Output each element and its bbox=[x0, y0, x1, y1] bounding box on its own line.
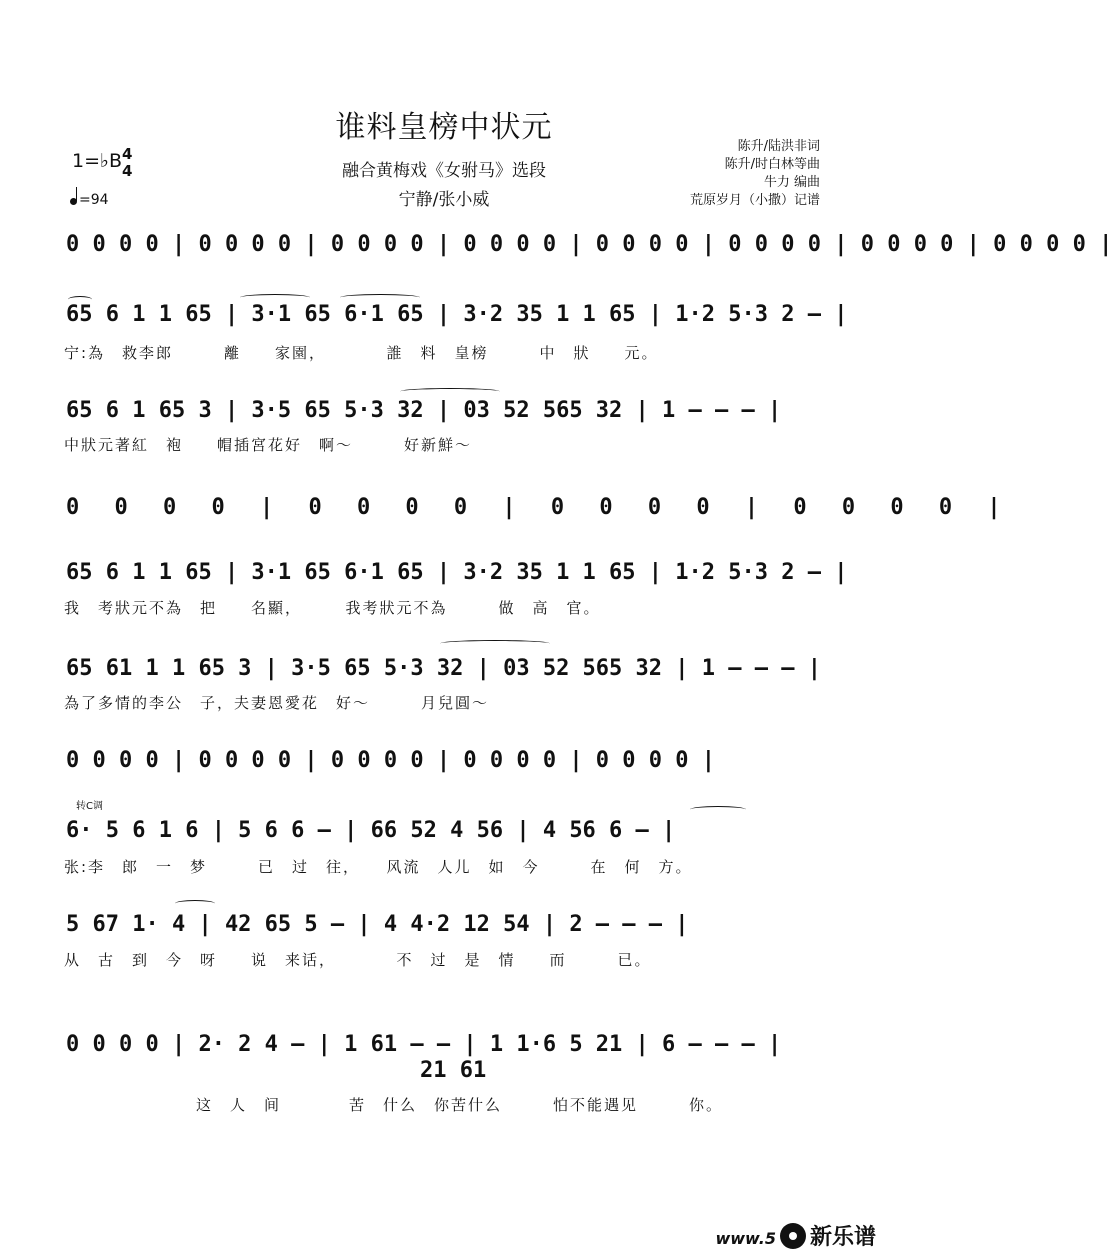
time-signature bbox=[122, 146, 132, 180]
record-disc-icon bbox=[780, 1223, 806, 1249]
credit-arranger: 牛力 编曲 bbox=[763, 175, 820, 190]
slur bbox=[400, 388, 500, 395]
system-7-notes: 0 0 0 0 | 0 0 0 0 | 0 0 0 0 | 0 0 0 0 | 0 0 0 0 | bbox=[66, 748, 716, 773]
time-top: 4 bbox=[122, 145, 133, 163]
site-watermark bbox=[715, 1218, 876, 1251]
tempo-value: =94 bbox=[79, 192, 109, 208]
system-6-lyrics: 為了多情的李公 子，夫妻恩愛花 好～ 月兒圓～ bbox=[64, 694, 490, 712]
system-9-notes: 5 67 1· 4 | 42 65 5 – | 4 4·2 12 54 | 2 – – – | bbox=[66, 912, 689, 937]
slur bbox=[240, 294, 310, 301]
credit-music: 陈升/时白林等曲 bbox=[724, 157, 820, 172]
time-bottom: 4 bbox=[122, 162, 133, 180]
system-3-notes: 65 6 1 65 3 | 3·5 65 5·3 32 | 03 52 565 32 | 1 – – – | bbox=[66, 398, 782, 423]
system-8-notes: 6· 5 6 1 6 | 5 6 6 – | 66 52 4 56 | 4 56 6 – | bbox=[66, 818, 676, 843]
system-5-notes: 65 6 1 1 65 | 3·1 65 6·1 65 | 3·2 35 1 1 65 | 1·2 5·3 2 – | bbox=[66, 560, 848, 585]
credit-transcriber: 荒原岁月（小撒）记谱 bbox=[689, 193, 820, 208]
brand-name: 新乐谱 bbox=[809, 1225, 876, 1250]
modulation-mark: 转C调 bbox=[76, 801, 103, 812]
site-url-fragment: www.5 bbox=[715, 1229, 776, 1248]
system-8-lyrics: 张:李 郎 一 梦 已 过 往， 风流 人儿 如 今 在 何 方。 bbox=[64, 858, 693, 876]
slur bbox=[68, 296, 92, 303]
song-title: 谁料皇榜中状元 bbox=[335, 110, 553, 145]
tempo-mark bbox=[70, 190, 109, 208]
system-5-lyrics: 我 考狀元不為 把 名顯， 我考狀元不為 做 高 官。 bbox=[64, 599, 601, 617]
system-6-notes: 65 61 1 1 65 3 | 3·5 65 5·3 32 | 03 52 565 32 | 1 – – – | bbox=[66, 656, 821, 681]
slur bbox=[175, 900, 215, 907]
song-subtitle: 融合黄梅戏《女驸马》选段 bbox=[342, 161, 546, 181]
note-stem bbox=[76, 187, 77, 201]
system-9-lyrics: 从 古 到 今 呀 说 来话， 不 过 是 情 而 已。 bbox=[64, 951, 652, 969]
performers: 宁静/张小威 bbox=[398, 190, 490, 210]
system-10-lyrics: 这 人 间 苦 什么 你苦什么 怕不能遇见 你。 bbox=[196, 1096, 724, 1114]
system-10-notes: 0 0 0 0 | 2· 2 4 – | 1 61 – – | 1 1·6 5 21 | 6 – – – | bbox=[66, 1032, 782, 1057]
credit-lyrics: 陈升/陆洪非词 bbox=[737, 139, 820, 154]
system-3-lyrics: 中狀元著紅 袍 帽插宮花好 啊～ 好新鮮～ bbox=[64, 436, 473, 454]
system-10-lower-notes: 21 61 bbox=[420, 1058, 487, 1083]
system-2-notes: 65 6 1 1 65 | 3·1 65 6·1 65 | 3·2 35 1 1 65 | 1·2 5·3 2 – | bbox=[66, 302, 848, 327]
system-4-notes: 0 0 0 0 | 0 0 0 0 | 0 0 0 0 | 0 0 0 0 | bbox=[66, 495, 1001, 520]
slur bbox=[340, 294, 420, 301]
system-1-notes: 0 0 0 0 | 0 0 0 0 | 0 0 0 0 | 0 0 0 0 | 0 0 0 0 | 0 0 0 0 | 0 0 0 0 | 0 0 0 0 | bbox=[66, 232, 1112, 257]
system-2-lyrics: 宁:為 救李郎 離 家園， 誰 料 皇榜 中 狀 元。 bbox=[64, 344, 659, 362]
slur bbox=[690, 806, 746, 813]
key-signature: 1=♭B bbox=[72, 150, 123, 172]
slur bbox=[440, 640, 550, 647]
